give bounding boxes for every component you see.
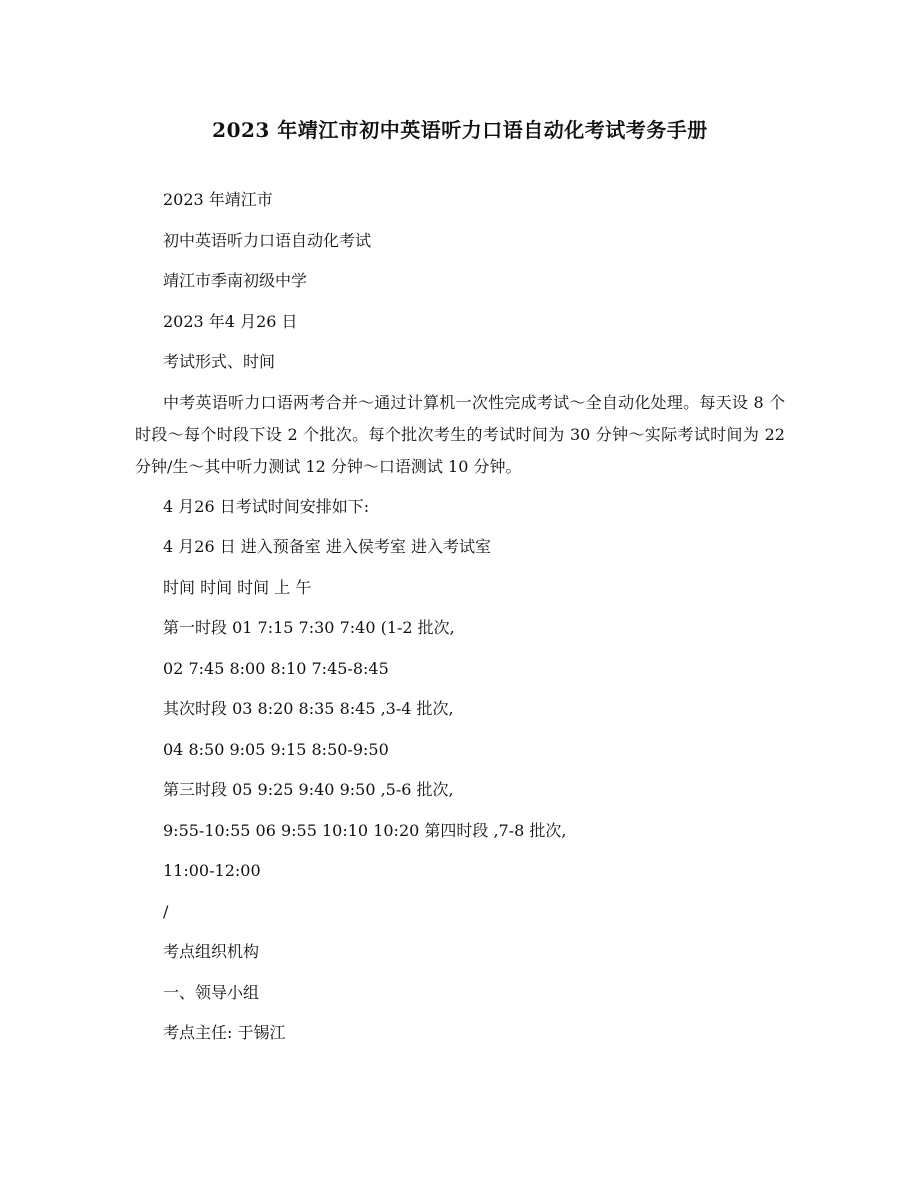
- text-line: 4 月26 日考试时间安排如下:: [163, 496, 370, 516]
- schedule-line: 时间 时间 时间 上 午: [163, 577, 312, 597]
- schedule-line: 9:55-10:55 06 9:55 10:10 10:20 第四时段 ,7-8 批次,: [163, 820, 567, 840]
- text-line: /: [163, 901, 169, 921]
- document-body: [135, 180, 785, 1054]
- document-title: 2023 年靖江市初中英语听力口语自动化考试考务手册: [212, 118, 708, 142]
- subsection-heading: 一、领导小组: [163, 982, 260, 1002]
- text-line: 2023 年靖江市: [163, 190, 273, 209]
- schedule-line: 04 8:50 9:05 9:15 8:50-9:50: [163, 739, 389, 759]
- schedule-line: 第三时段 05 9:25 9:40 9:50 ,5-6 批次,: [163, 780, 454, 799]
- text-line: 考点主任: 于锡江: [163, 1023, 286, 1042]
- schedule-line: 其次时段 03 8:20 8:35 8:45 ,3-4 批次,: [163, 699, 454, 718]
- schedule-line: 11:00-12:00: [163, 861, 261, 880]
- text-line: 初中英语听力口语自动化考试: [163, 230, 372, 250]
- text-line: 2023 年4 月26 日: [163, 311, 298, 331]
- exam-description-paragraph: 中考英语听力口语两考合并～通过计算机一次性完成考试～全自动化处理。每天设 8 个时段～每个时段下设 2 个批次。每个批次考生的考试时间为 30 分钟～实际考试时间为 22 分钟/生～其中听力测试 12 分钟～口语测试 10 分钟。: [135, 392, 785, 476]
- schedule-line: 4 月26 日 进入预备室 进入侯考室 进入考试室: [163, 537, 491, 556]
- text-line: 靖江市季南初级中学: [163, 271, 308, 290]
- schedule-line: 第一时段 01 7:15 7:30 7:40 (1-2 批次,: [163, 618, 455, 637]
- section-heading: 考试形式、时间: [163, 352, 276, 371]
- section-heading: 考点组织机构: [163, 942, 260, 961]
- schedule-line: 02 7:45 8:00 8:10 7:45-8:45: [163, 658, 389, 678]
